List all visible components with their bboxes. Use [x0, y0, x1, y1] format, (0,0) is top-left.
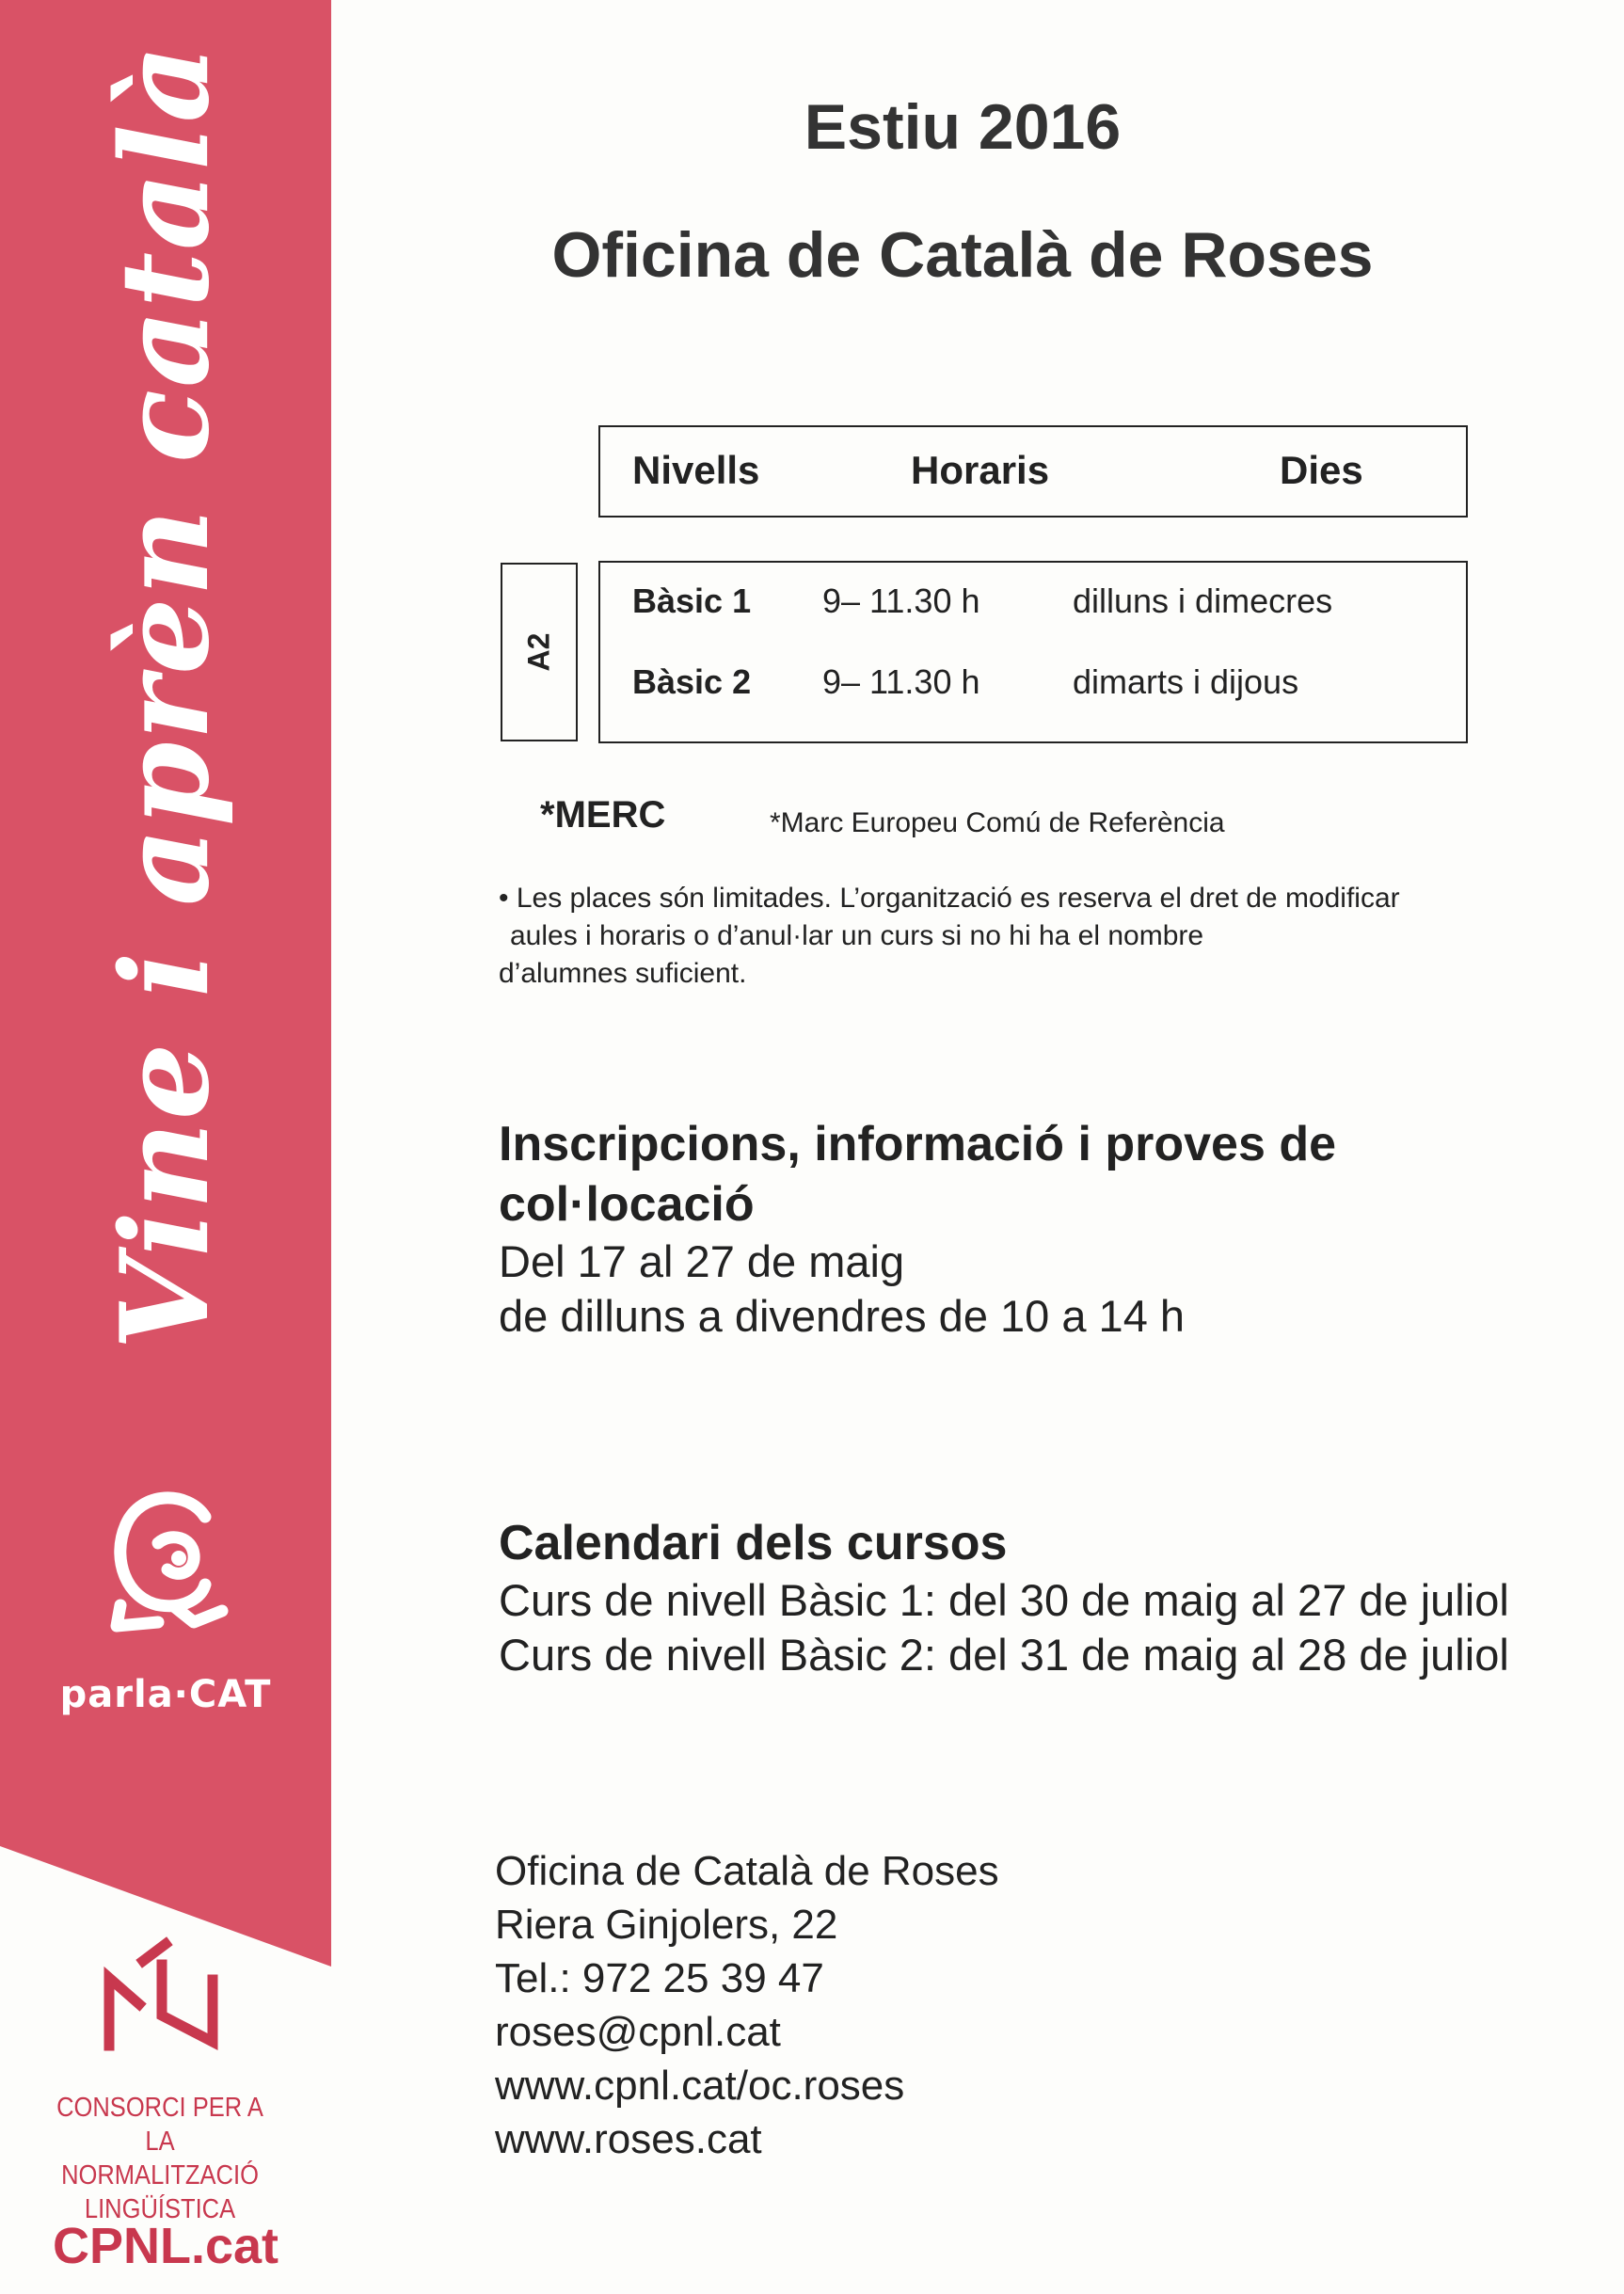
inscriptions-line-2: de dilluns a divendres de 10 a 14 h [499, 1291, 1186, 1341]
row1-name: Bàsic 1 [632, 581, 752, 620]
contact-phone: Tel.: 972 25 39 47 [495, 1955, 824, 2001]
office-title: Oficina de Català de Roses [551, 219, 1374, 291]
calendar-section [499, 1513, 1509, 1682]
schedule-header [598, 425, 1468, 518]
contact-web-2[interactable]: www.roses.cat [495, 2116, 762, 2162]
org-line-2: LA NORMALITZACIÓ [61, 2127, 259, 2190]
col-levels: Nivells [632, 448, 760, 492]
schedule-rows [598, 561, 1468, 743]
org-line-1: CONSORCI PER A [56, 2093, 263, 2123]
parla-cat-label: parla·CAT [59, 1673, 272, 1716]
row1-days: dilluns i dimecres [1073, 581, 1333, 620]
row2-hours: 9– 11.30 h [822, 662, 980, 701]
row2-name: Bàsic 2 [632, 662, 752, 701]
note-line-2: aules i horaris o d’anul·lar un curs si no hi ha el nombre [510, 920, 1204, 951]
level-box [501, 563, 578, 741]
season-title: Estiu 2016 [804, 91, 1122, 163]
merc-description: *Marc Europeu Comú de Referència [770, 807, 1225, 838]
row1-hours: 9– 11.30 h [822, 581, 980, 620]
org-line-3: LINGÜÍSTICA [84, 2194, 236, 2224]
inscriptions-section [499, 1114, 1336, 1344]
inscriptions-heading-1: Inscripcions, informació i proves de [499, 1117, 1337, 1171]
contact-web-1[interactable]: www.cpnl.cat/oc.roses [495, 2063, 905, 2109]
inscriptions-line-1: Del 17 al 27 de maig [499, 1236, 905, 1286]
note-line-1: • Les places són limitades. L’organització es reserva el dret de modificar [499, 883, 1400, 914]
cpnl-short-name: CPNL.cat [52, 2218, 279, 2274]
contact-address: Riera Ginjolers, 22 [495, 1902, 838, 1948]
level-label: A2 [521, 632, 556, 672]
col-days: Dies [1280, 448, 1363, 492]
note-line-3: d’alumnes suficient. [499, 958, 747, 989]
col-hours: Horaris [911, 448, 1050, 492]
contact-email[interactable]: roses@cpnl.cat [495, 2009, 781, 2055]
calendar-heading: Calendari dels cursos [499, 1516, 1008, 1570]
inscriptions-heading-2: col·locació [499, 1177, 755, 1232]
contact-block [495, 1844, 999, 2166]
calendar-line-1: Curs de nivell Bàsic 1: del 30 de maig al 27 de juliol [499, 1575, 1509, 1625]
row2-days: dimarts i dijous [1073, 662, 1299, 701]
calendar-line-2: Curs de nivell Bàsic 2: del 31 de maig al 28 de juliol [499, 1630, 1509, 1680]
places-note [499, 880, 1534, 993]
cpnl-org-name [53, 2091, 268, 2226]
contact-name: Oficina de Català de Roses [495, 1848, 999, 1894]
cpnl-logo-icon [0, 0, 331, 2294]
merc-label: *MERC [540, 794, 666, 836]
slogan: Vine i aprèn català [95, 42, 236, 1350]
